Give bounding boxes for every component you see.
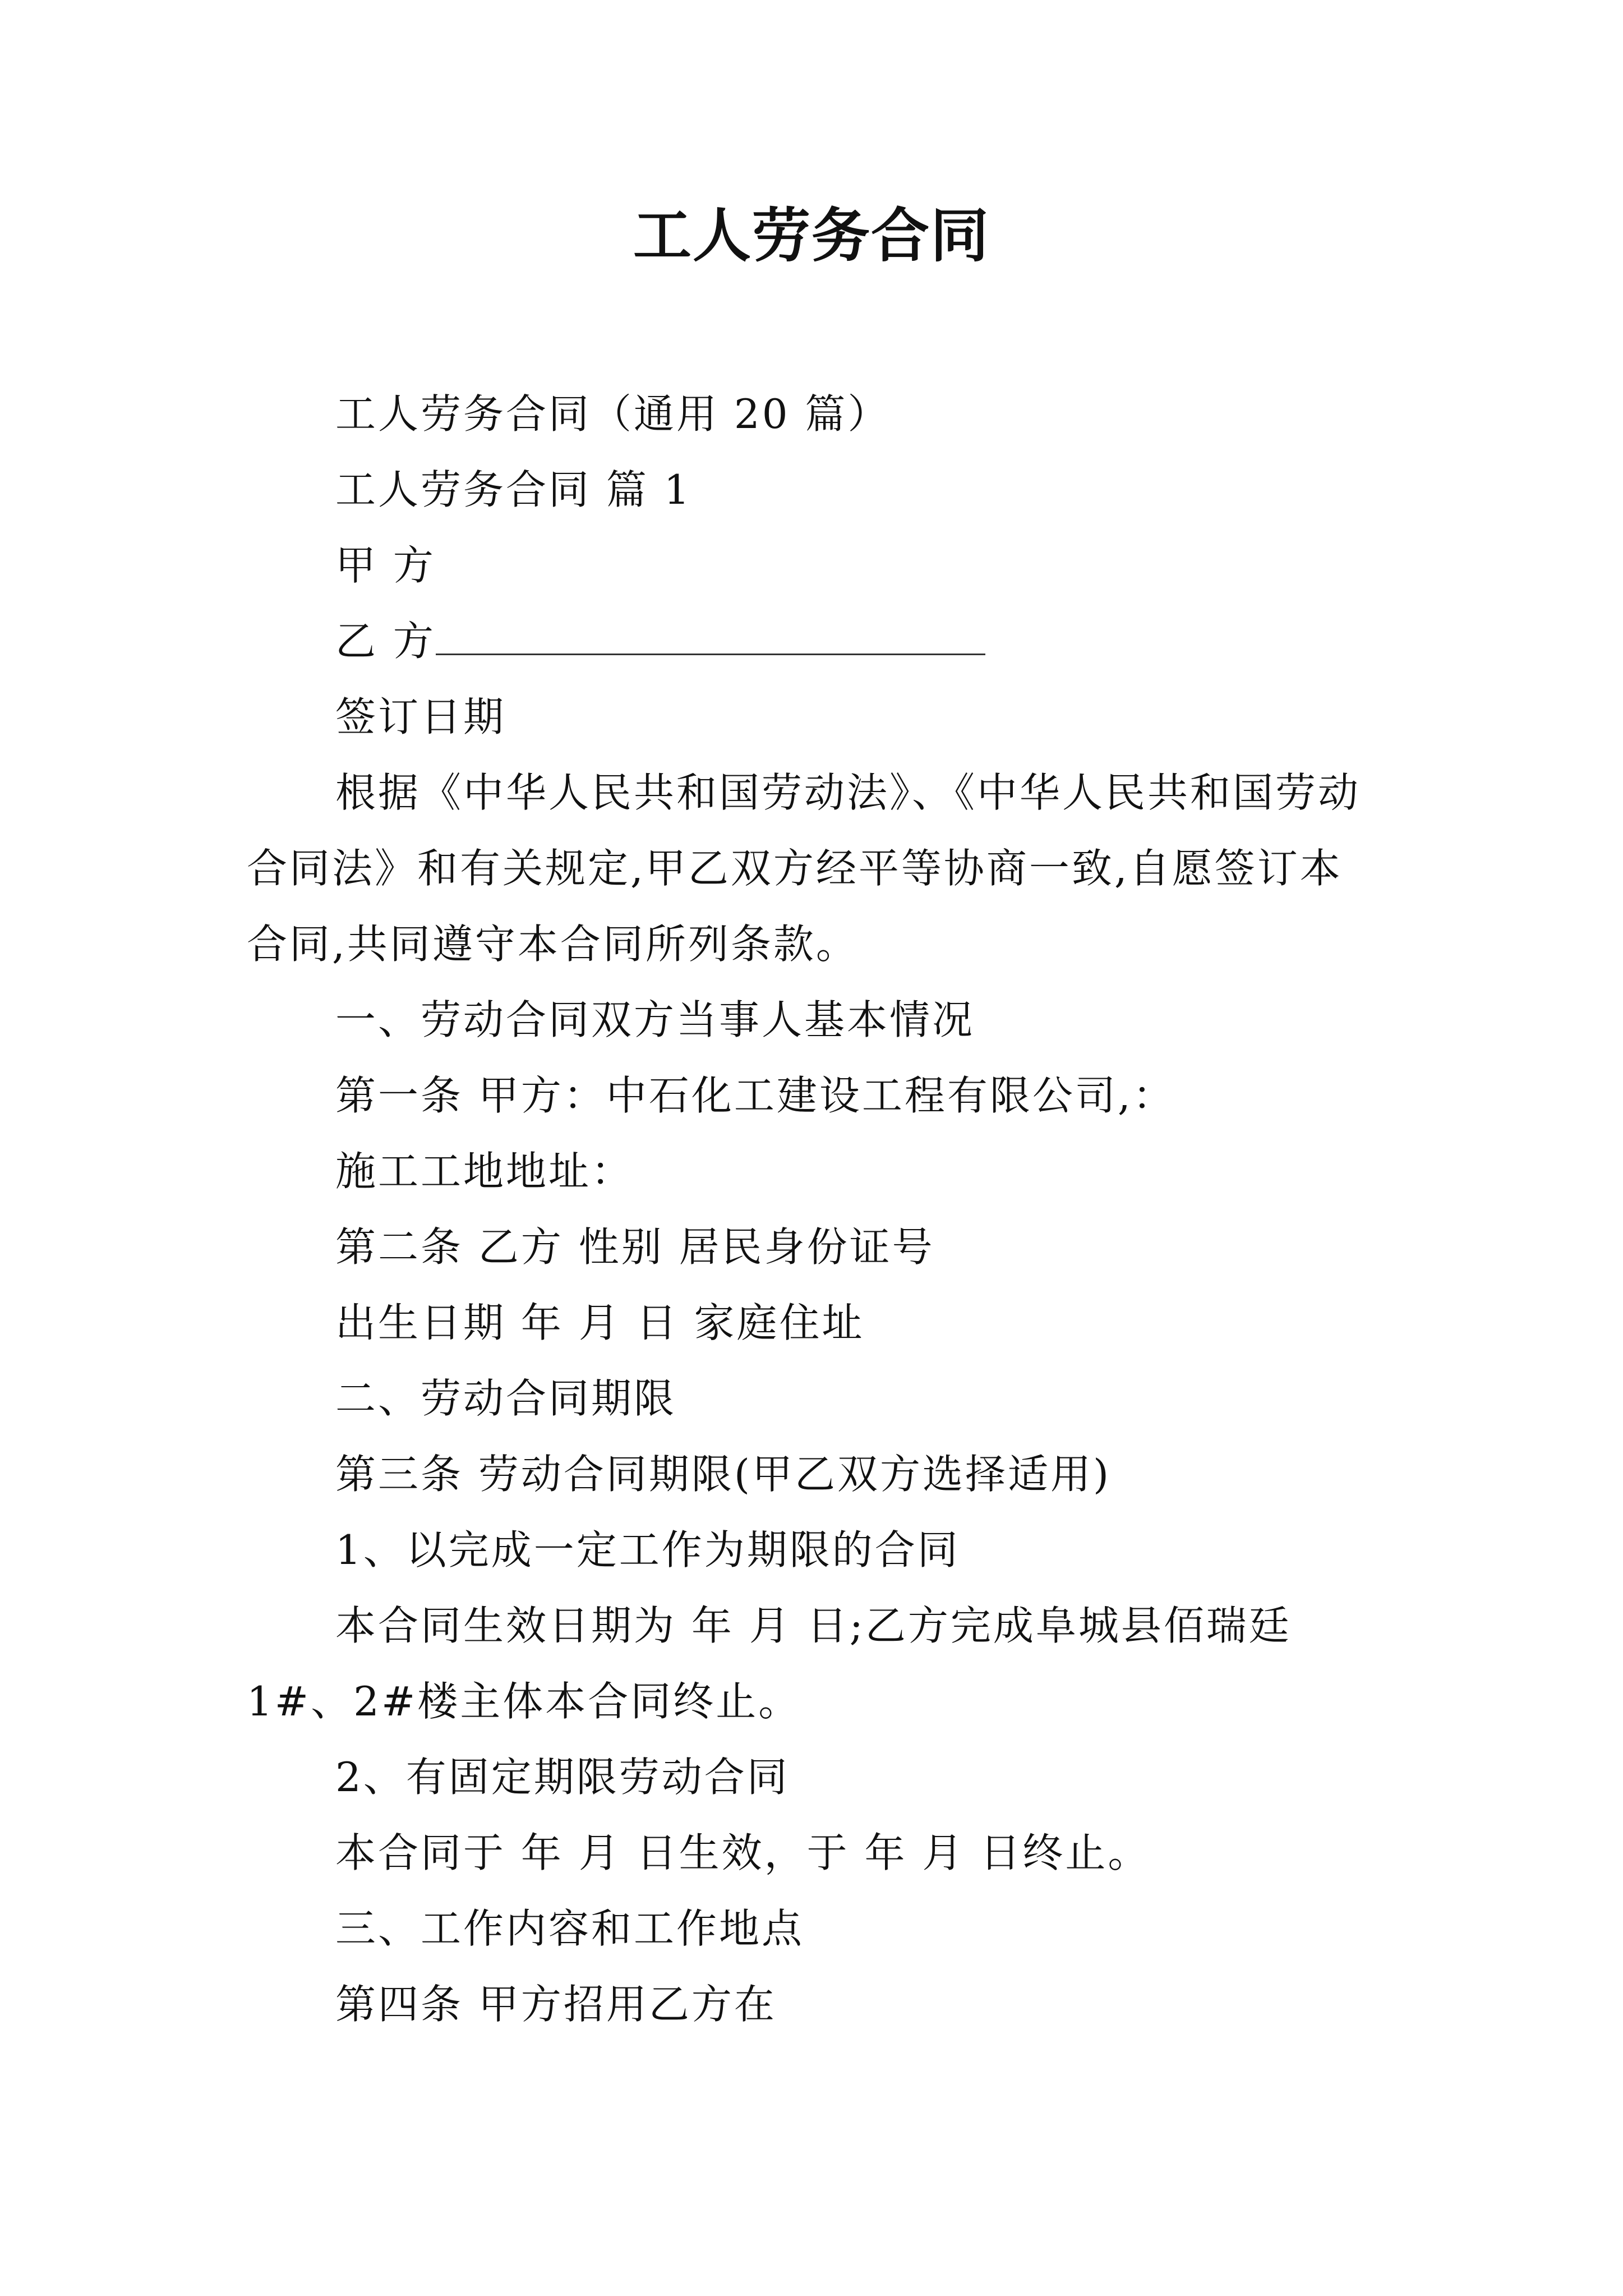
heading-3: 三、工作内容和工作地点: [335, 1905, 805, 1952]
site-address: 施工工地地址：: [335, 1148, 634, 1195]
section-heading: 工人劳务合同 篇 1: [335, 466, 692, 513]
party-a-label: 甲 方: [335, 542, 436, 589]
item-2-text: 本合同于 年 月 日生效，于 年 月 日终止。: [335, 1829, 1151, 1876]
birth-line: 出生日期 年 月 日 家庭住址: [335, 1299, 865, 1346]
intro-paragraph-line-2: 合同法》和有关规定,甲乙双方经平等协商一致,自愿签订本: [247, 845, 1343, 892]
heading-1: 一、劳动合同双方当事人基本情况: [335, 996, 975, 1043]
item-2: 2、有固定期限劳动合同: [335, 1754, 790, 1801]
intro-paragraph-line-1: 根据《中华人民共和国劳动法》、《中华人民共和国劳动: [335, 769, 1361, 816]
item-1-text-line-1: 本合同生效日期为 年 月 日;乙方完成阜城县佰瑞廷: [335, 1602, 1292, 1649]
article-1: 第一条 甲方：中石化工建设工程有限公司,：: [335, 1072, 1175, 1119]
party-b-line: [335, 613, 985, 669]
item-1-text-line-2: 1#、2#楼主体本合同终止。: [247, 1678, 801, 1725]
document-subtitle: 工人劳务合同（通用 20 篇）: [335, 390, 891, 438]
party-b-label: 乙 方: [335, 618, 436, 665]
heading-2: 二、劳动合同期限: [335, 1375, 677, 1422]
intro-paragraph-line-3: 合同,共同遵守本合同所列条款。: [247, 921, 859, 968]
item-1: 1、以完成一定工作为期限的合同: [335, 1526, 960, 1573]
party-b-blank: [436, 620, 985, 655]
sign-date-label: 签订日期: [335, 693, 506, 740]
document-title: 工人劳务合同: [633, 201, 990, 270]
article-2: 第二条 乙方 性别 居民身份证号: [335, 1223, 935, 1271]
article-4: 第四条 甲方招用乙方在: [335, 1981, 777, 2028]
article-3: 第三条 劳动合同期限(甲乙双方选择适用): [335, 1451, 1112, 1498]
